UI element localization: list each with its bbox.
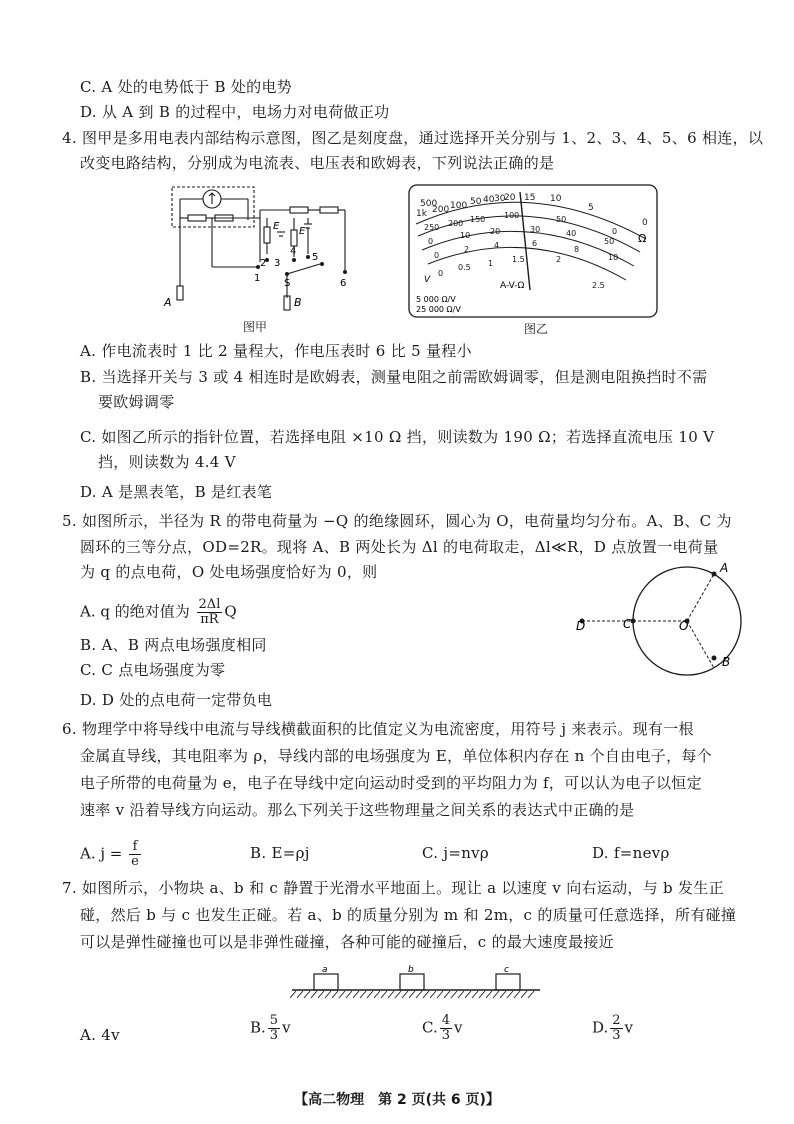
q5-option-a-fraction: [197, 598, 223, 627]
dial-volt-tick-2: 1: [488, 259, 494, 268]
q3-option-d: D. 从 A 到 B 的过程中，电场力对电荷做正功: [80, 103, 390, 121]
ground-hatch-line: [465, 991, 471, 998]
q7-option-d-suffix: v: [624, 1018, 634, 1037]
ground-hatch-line: [430, 991, 436, 998]
q4-option-c-line-1: C. 如图乙所示的指针位置，若选择电阻 ×10 Ω 挡，则读数为 190 Ω；若选择直流电压 10 V: [80, 428, 715, 446]
ground-hatch-line: [304, 991, 310, 998]
dial-ohm-tick-2: 200: [432, 205, 450, 215]
q7-stem-line-1: 7. 如图所示，小物块 a、b 和 c 静置于光滑水平地面上。现让 a 以速度 v 向右运动，与 b 发生正: [62, 879, 724, 897]
ground-hatch-line: [451, 991, 457, 998]
q6-option-c: C. j=nvρ: [422, 844, 490, 862]
dial-volt-tick-4: 2: [556, 255, 562, 264]
ring-label-b: B: [722, 655, 731, 669]
ground-hatch-line: [381, 991, 387, 998]
ground-hatch-line: [388, 991, 394, 998]
q7-option-b-suffix: v: [282, 1018, 291, 1037]
ground-hatch-line: [409, 991, 415, 998]
ground-hatch-line: [528, 991, 534, 998]
dial-volt-tick-1: 0.5: [458, 263, 471, 272]
q7-stem-line-3: 可以是弹性碰撞也可以是非弹性碰撞，各种可能的碰撞后，c 的最大速度最接近: [80, 933, 614, 951]
ground-hatch-line: [472, 991, 478, 998]
q4-option-b-line-2: 要欧姆调零: [98, 393, 175, 411]
q7-option-c-numerator: 4: [441, 1013, 450, 1028]
circuit-terminal-3: 3: [274, 258, 281, 269]
dial-mid-tick-0: 250: [424, 223, 440, 232]
q7-option-d: [592, 1014, 633, 1043]
q7-option-d-prefix: D.: [592, 1018, 609, 1037]
dial-mid-tick-3: 100: [504, 211, 520, 220]
q6-option-a: [80, 840, 143, 869]
q5-option-a-prefix: A. q 的绝对值为: [80, 602, 190, 621]
q3-option-c: C. A 处的电势低于 B 处的电势: [80, 78, 293, 96]
circuit-terminal-5: 5: [312, 252, 319, 263]
q7-option-a: A. 4v: [80, 1026, 120, 1044]
dial-volt-tick-0: 0: [438, 269, 444, 278]
q7-option-b: [250, 1014, 291, 1043]
q4-figure-circuit: [160, 182, 360, 312]
dial-mid-tick-2: 150: [470, 215, 486, 224]
q4-figure-1-caption: 图甲: [243, 320, 268, 334]
ground-hatch-line: [360, 991, 366, 998]
circuit-label-b: B: [294, 296, 302, 309]
q6-option-b: B. E=ρj: [250, 844, 310, 862]
dial-volt-tick-5: 2.5: [592, 281, 605, 290]
dial-sub-tick-2: 20: [490, 227, 501, 236]
q6-stem-line-2: 金属直导线，其电阻率为 ρ，导线内部的电场强度为 E，单位体积内存在 n 个自由电子，每个: [80, 747, 713, 765]
q7-option-d-fraction: [610, 1014, 622, 1043]
q6-option-a-prefix: A. j =: [80, 844, 123, 863]
q6-stem-line-3: 电子所带的电荷量为 e，电子在导线中定向运动时受到的平均阻力为 f，可以认为电子以恒定: [80, 774, 702, 792]
ground-hatch-line: [374, 991, 380, 998]
block-label-a: a: [322, 965, 328, 975]
q7-option-d-denominator: 3: [612, 1028, 621, 1043]
q7-option-d-numerator: 2: [612, 1013, 621, 1028]
ground-hatch-line: [521, 991, 527, 998]
dial-sub-tick-0: 0: [428, 237, 434, 246]
dial-ohm-tick-10: 5: [588, 203, 594, 213]
q4-figure-meter-dial: [408, 184, 658, 318]
q7-option-c-prefix: C.: [422, 1018, 438, 1037]
dial-ohm-tick-1: 1k: [416, 209, 427, 219]
q4-stem-line-1: 4. 图甲是多用电表内部结构示意图，图乙是刻度盘，通过选择开关分别与 1、2、3、4、5、6 相连，以: [62, 129, 764, 147]
ground-hatch-line: [318, 991, 324, 998]
dial-sub2-tick-5: 10: [608, 253, 619, 262]
ring-label-d: D: [576, 619, 586, 633]
ground-hatch-line: [395, 991, 401, 998]
q7-option-b-prefix: B.: [250, 1018, 266, 1037]
dial-volt-tick-3: 1.5: [512, 255, 525, 264]
q6-stem-line-1: 6. 物理学中将导线中电流与导线横截面积的比值定义为电流密度，用符号 j 来表示。现有一根: [62, 720, 694, 738]
dial-sub-tick-3: 30: [530, 225, 541, 234]
dial-spec-2: 25 000 Ω/V: [416, 305, 461, 314]
q5-option-a: [80, 598, 237, 627]
dial-ohm-tick-9: 10: [550, 194, 562, 204]
q5-stem-line-1: 5. 如图所示，半径为 R 的带电荷量为 −Q 的绝缘圆环，圆心为 O，电荷量均匀分布。A、B、C 为: [62, 512, 732, 530]
ground-hatch-line: [444, 991, 450, 998]
block-label-c: c: [504, 965, 509, 975]
dial-sub-tick-1: 10: [460, 231, 471, 240]
ground-hatch-line: [416, 991, 422, 998]
circuit-label-a: A: [164, 296, 172, 309]
dial-ohm-tick-8: 15: [524, 193, 536, 203]
ground-hatch-line: [486, 991, 492, 998]
q7-option-c-denominator: 3: [441, 1028, 450, 1043]
q4-option-b-line-1: B. 当选择开关与 3 或 4 相连时是欧姆表，测量电阻之前需欧姆调零，但是测电阻换挡时不需: [80, 368, 708, 386]
q7-option-c-suffix: v: [454, 1018, 463, 1037]
circuit-terminal-1: 1: [254, 273, 261, 284]
ground-hatch-line: [297, 991, 303, 998]
q6-option-d: D. f=nevρ: [592, 844, 670, 862]
q5-option-c: C. C 点电场强度为零: [80, 661, 226, 679]
ground-hatch-line: [346, 991, 352, 998]
dial-spec-1: 5 000 Ω/V: [416, 295, 456, 304]
dial-omega-symbol: Ω: [638, 232, 647, 245]
dial-sub-tick-4: 40: [566, 229, 577, 238]
dial-sub2-tick-4: 8: [574, 245, 580, 254]
dial-ohm-tick-0: 500: [420, 199, 438, 209]
q7-option-b-denominator: 3: [269, 1028, 279, 1043]
ground-hatch-line: [493, 991, 499, 998]
dial-sub2-tick-1: 2: [464, 245, 470, 254]
q7-option-c-fraction: [440, 1014, 452, 1043]
dial-volt-mark: V: [424, 275, 431, 285]
ground-hatch-line: [367, 991, 373, 998]
dial-sub-tick-5: 50: [604, 237, 615, 246]
q5-figure-ring: [570, 558, 750, 676]
dial-sub2-tick-0: 0: [434, 251, 440, 260]
q5-option-a-denominator: πR: [200, 612, 219, 627]
dial-ohm-tick-5: 40: [483, 195, 495, 205]
circuit-label-e: E: [273, 221, 280, 232]
ring-label-c: C: [623, 617, 632, 631]
dial-sub2-tick-2: 4: [494, 241, 500, 250]
q7-option-b-numerator: 5: [269, 1013, 279, 1028]
dial-ohm-tick-4: 50: [470, 197, 482, 207]
ring-label-a: A: [720, 561, 729, 575]
ground-hatch-line: [325, 991, 331, 998]
q5-option-b: B. A、B 两点电场强度相同: [80, 636, 267, 654]
dial-mid-tick-5: 0: [612, 227, 618, 236]
ground-hatch-line: [507, 991, 513, 998]
page-footer: 【高二物理 第 2 页(共 6 页)】: [294, 1092, 500, 1108]
q7-option-b-fraction: [268, 1014, 280, 1043]
block-label-b: b: [408, 965, 414, 975]
q4-figure-2-caption: 图乙: [524, 322, 549, 336]
q5-stem-line-2: 圆环的三等分点，OD=2R。现将 A、B 两处长为 Δl 的电荷取走，Δl≪R，D 点放置一电荷量: [80, 538, 719, 556]
dial-sub2-tick-3: 6: [532, 239, 538, 248]
ground-hatch-line: [290, 991, 296, 998]
ground-hatch-line: [339, 991, 345, 998]
circuit-terminal-2: 2: [260, 258, 267, 269]
dial-avo-label: A-V-Ω: [500, 281, 525, 291]
q6-option-a-numerator: f: [129, 840, 141, 855]
dial-mid-tick-1: 200: [448, 219, 464, 228]
ground-hatch-line: [332, 991, 338, 998]
dial-mid-tick-4: 50: [556, 215, 567, 224]
ground-hatch-line: [402, 991, 408, 998]
q6-option-a-denominator: e: [131, 854, 139, 869]
q7-option-c: [422, 1014, 462, 1043]
q7-stem-line-2: 碰，然后 b 与 c 也发生正碰。若 a、b 的质量分别为 m 和 2m，c 的质量可任意选择，所有碰撞: [80, 906, 737, 924]
q4-option-d: D. A 是黑表笔，B 是红表笔: [80, 483, 273, 501]
circuit-label-s: S: [284, 278, 291, 289]
dial-ohm-tick-11: 0: [642, 218, 648, 228]
circuit-terminal-6: 6: [340, 278, 347, 289]
circuit-label-e-prime: E′: [299, 226, 308, 237]
ground-hatch-line: [514, 991, 520, 998]
ground-hatch-line: [311, 991, 317, 998]
q6-option-a-fraction: [129, 840, 141, 869]
q5-option-d: D. D 处的点电荷一定带负电: [80, 691, 273, 709]
ground-hatch-line: [437, 991, 443, 998]
ground-hatch-line: [479, 991, 485, 998]
ring-label-o: O: [679, 619, 689, 633]
q5-option-a-suffix: Q: [224, 602, 237, 621]
q6-stem-line-4: 速率 v 沿着导线方向运动。那么下列关于这些物理量之间关系的表达式中正确的是: [80, 801, 635, 819]
dial-ohm-tick-6: 30: [494, 194, 506, 204]
q4-option-c-line-2: 挡，则读数为 4.4 V: [98, 453, 236, 471]
ground-hatch-line: [423, 991, 429, 998]
q4-stem-line-2: 改变电路结构，分别成为电流表、电压表和欧姆表，下列说法正确的是: [80, 154, 555, 172]
circuit-terminal-4: 4: [290, 246, 297, 257]
ground-hatch-line: [458, 991, 464, 998]
ground-hatch-line: [353, 991, 359, 998]
q5-option-a-numerator: 2Δl: [198, 597, 221, 612]
dial-ohm-tick-7: 20: [504, 193, 516, 203]
dial-ohm-tick-3: 100: [450, 201, 468, 211]
q7-figure-blocks: [290, 964, 542, 1008]
ground-hatch-line: [500, 991, 506, 998]
q5-stem-line-3: 为 q 的点电荷，O 处电场强度恰好为 0，则: [80, 563, 378, 581]
q4-option-a: A. 作电流表时 1 比 2 量程大，作电压表时 6 比 5 量程小: [80, 342, 472, 360]
